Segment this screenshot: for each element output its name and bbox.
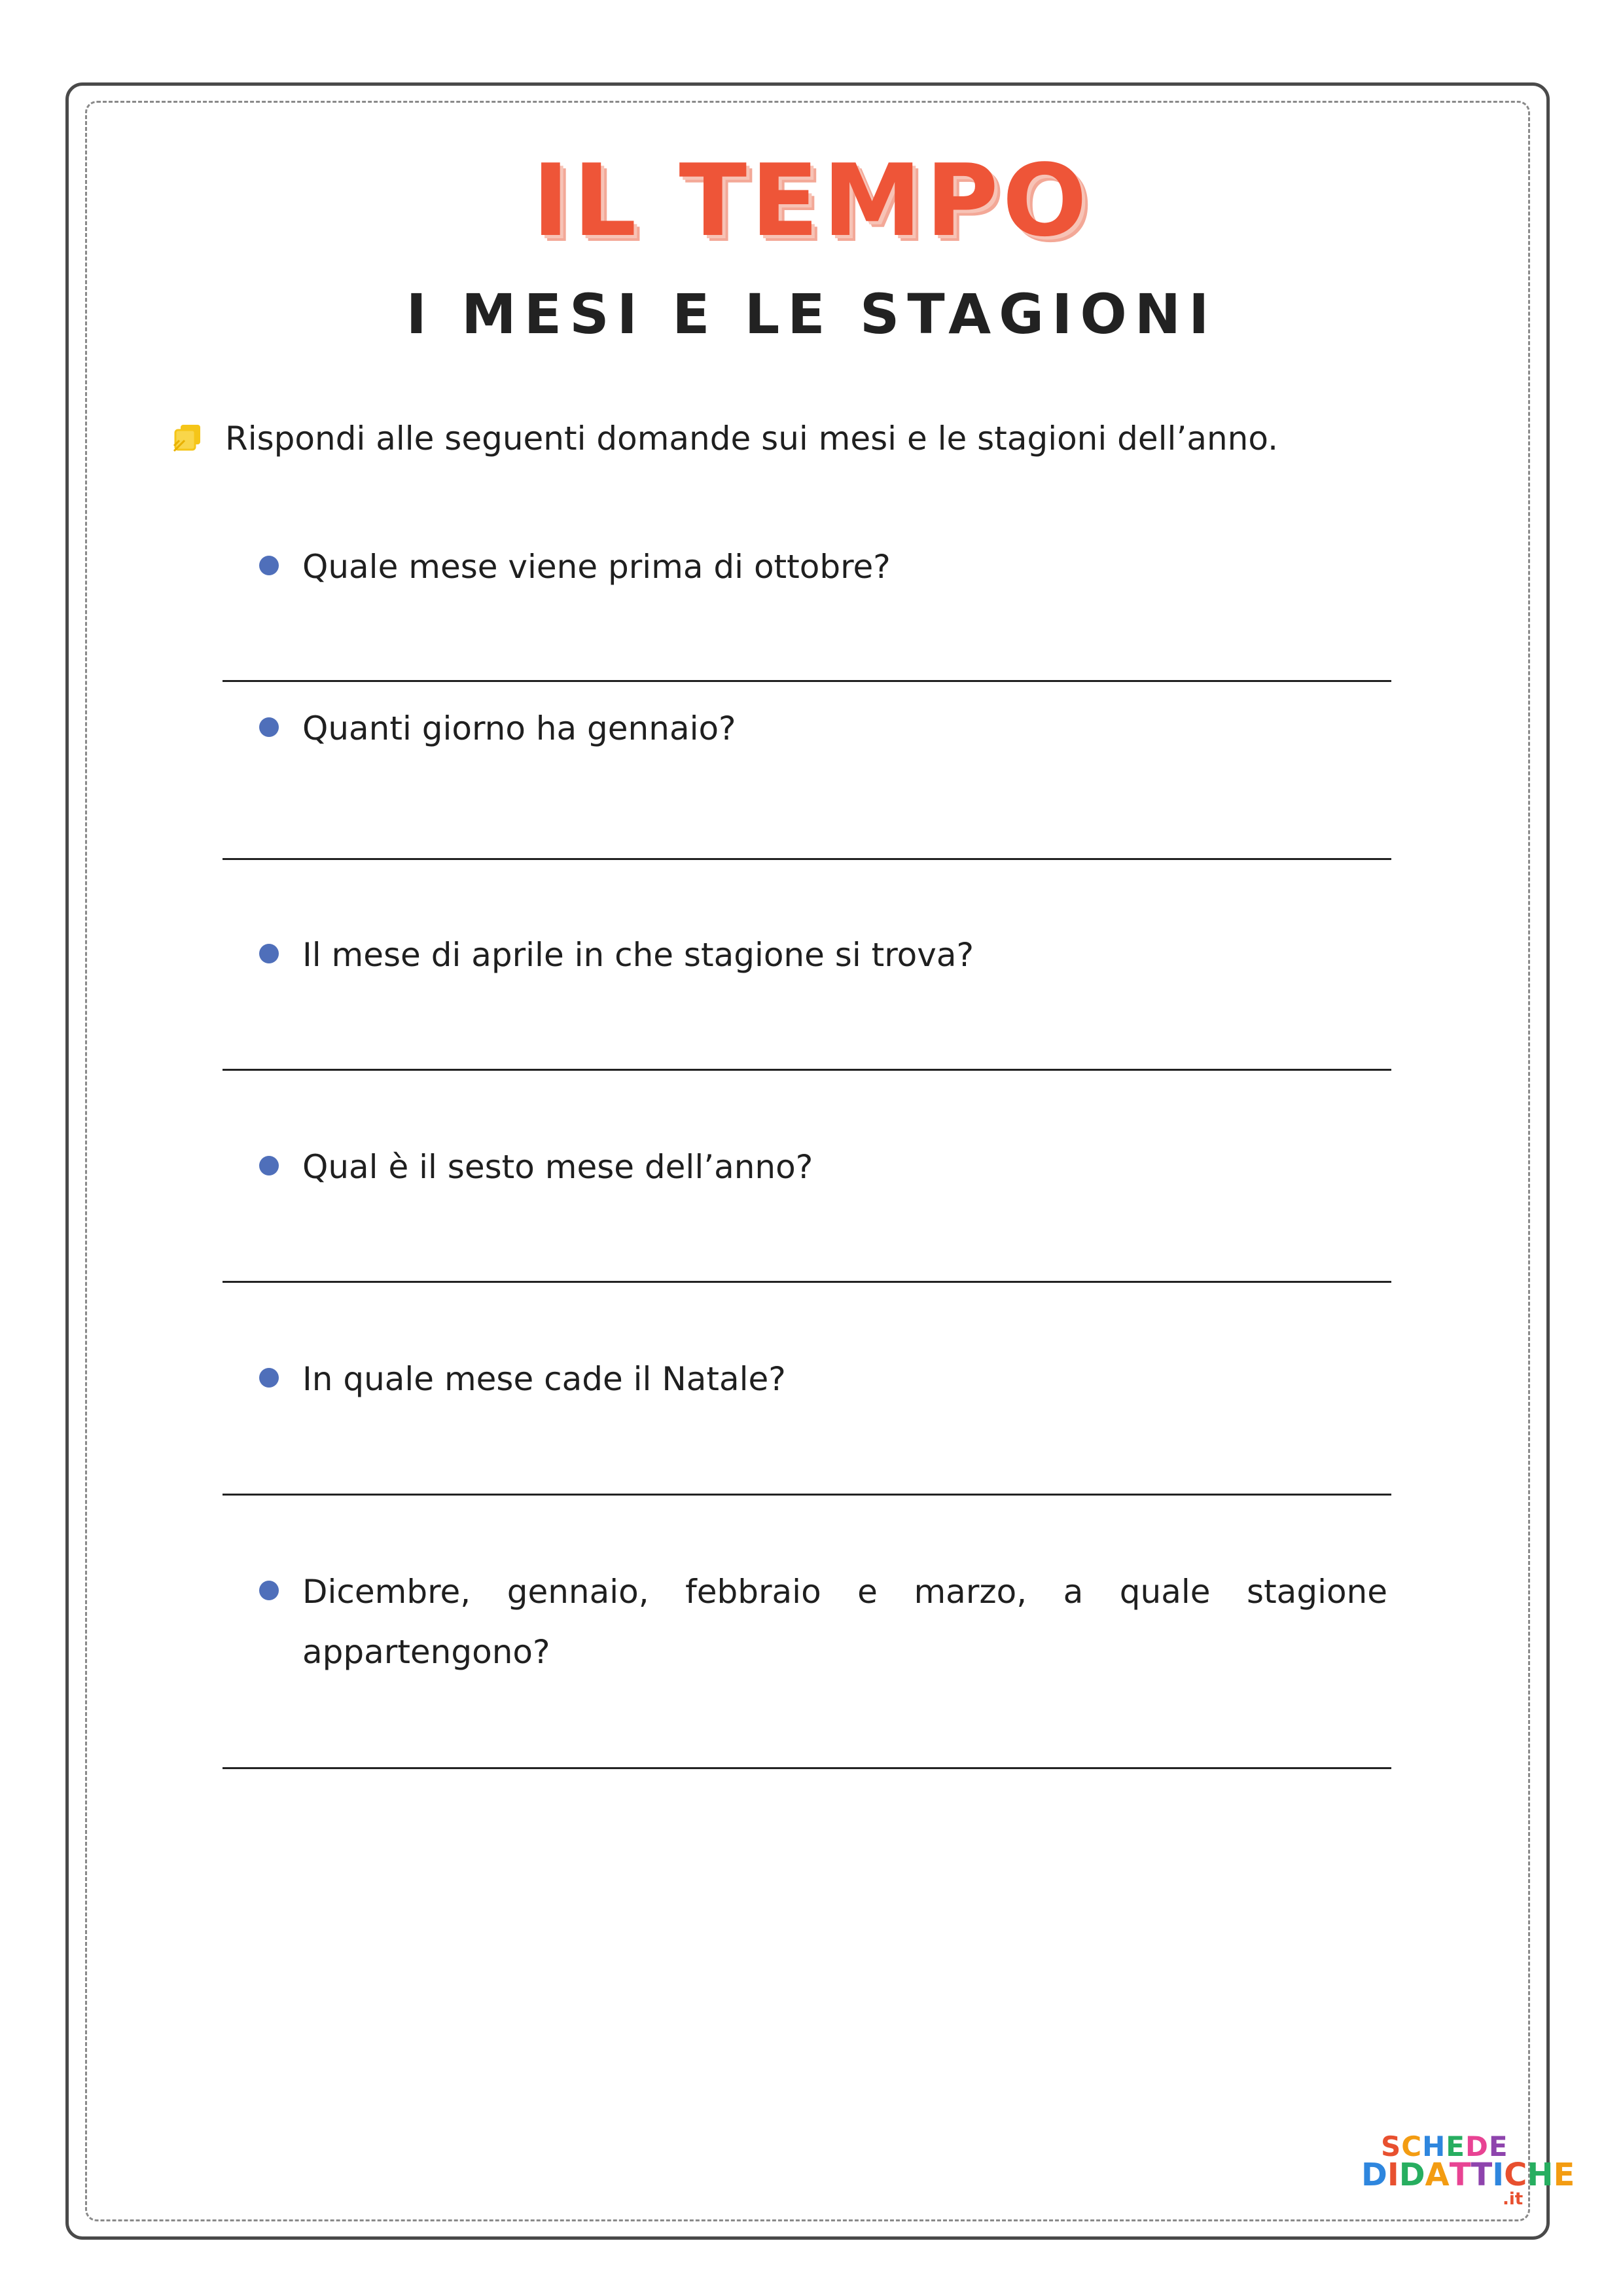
question-text: Dicembre, gennaio, febbraio e marzo, a quale stagione appartengono? bbox=[302, 1573, 1387, 1671]
answer-line[interactable] bbox=[223, 1281, 1391, 1283]
question-item bbox=[259, 537, 1387, 597]
page-subtitle: I MESI E LE STAGIONI bbox=[406, 282, 1217, 346]
question-text: Qual è il sesto mese dell’anno? bbox=[302, 1148, 813, 1186]
question-item bbox=[259, 925, 1387, 985]
question-item bbox=[259, 1349, 1387, 1409]
answer-line[interactable] bbox=[223, 1767, 1391, 1769]
question-text: Quanti giorno ha gennaio? bbox=[302, 709, 736, 747]
instruction-text: Rispondi alle seguenti domande sui mesi e le stagioni dell’anno. bbox=[225, 420, 1278, 457]
logo-suffix: .it bbox=[1503, 2189, 1524, 2209]
question-text: Quale mese viene prima di ottobre? bbox=[302, 548, 891, 586]
answer-line[interactable] bbox=[223, 680, 1391, 682]
question-text: In quale mese cade il Natale? bbox=[302, 1360, 786, 1398]
sticky-note-icon bbox=[171, 422, 204, 455]
site-logo bbox=[1361, 2130, 1575, 2209]
question-item bbox=[259, 1562, 1387, 1682]
bullet-icon bbox=[259, 944, 279, 963]
bullet-icon bbox=[259, 1581, 279, 1600]
bullet-icon bbox=[259, 1368, 279, 1388]
answer-line[interactable] bbox=[223, 1494, 1391, 1496]
question-item bbox=[259, 698, 1387, 759]
bullet-icon bbox=[259, 556, 279, 575]
bullet-icon bbox=[259, 717, 279, 737]
answer-line[interactable] bbox=[223, 858, 1391, 860]
bullet-icon bbox=[259, 1156, 279, 1175]
logo-line-1: S C H E D E bbox=[1381, 2130, 1508, 2162]
question-text: Il mese di aprile in che stagione si trova? bbox=[302, 936, 974, 974]
answer-line[interactable] bbox=[223, 1069, 1391, 1071]
page-title: IL TEMPO bbox=[532, 143, 1091, 259]
instruction bbox=[171, 414, 1278, 463]
question-item bbox=[259, 1137, 1387, 1197]
logo-line-2: D I D A T T I C H E bbox=[1361, 2157, 1575, 2193]
